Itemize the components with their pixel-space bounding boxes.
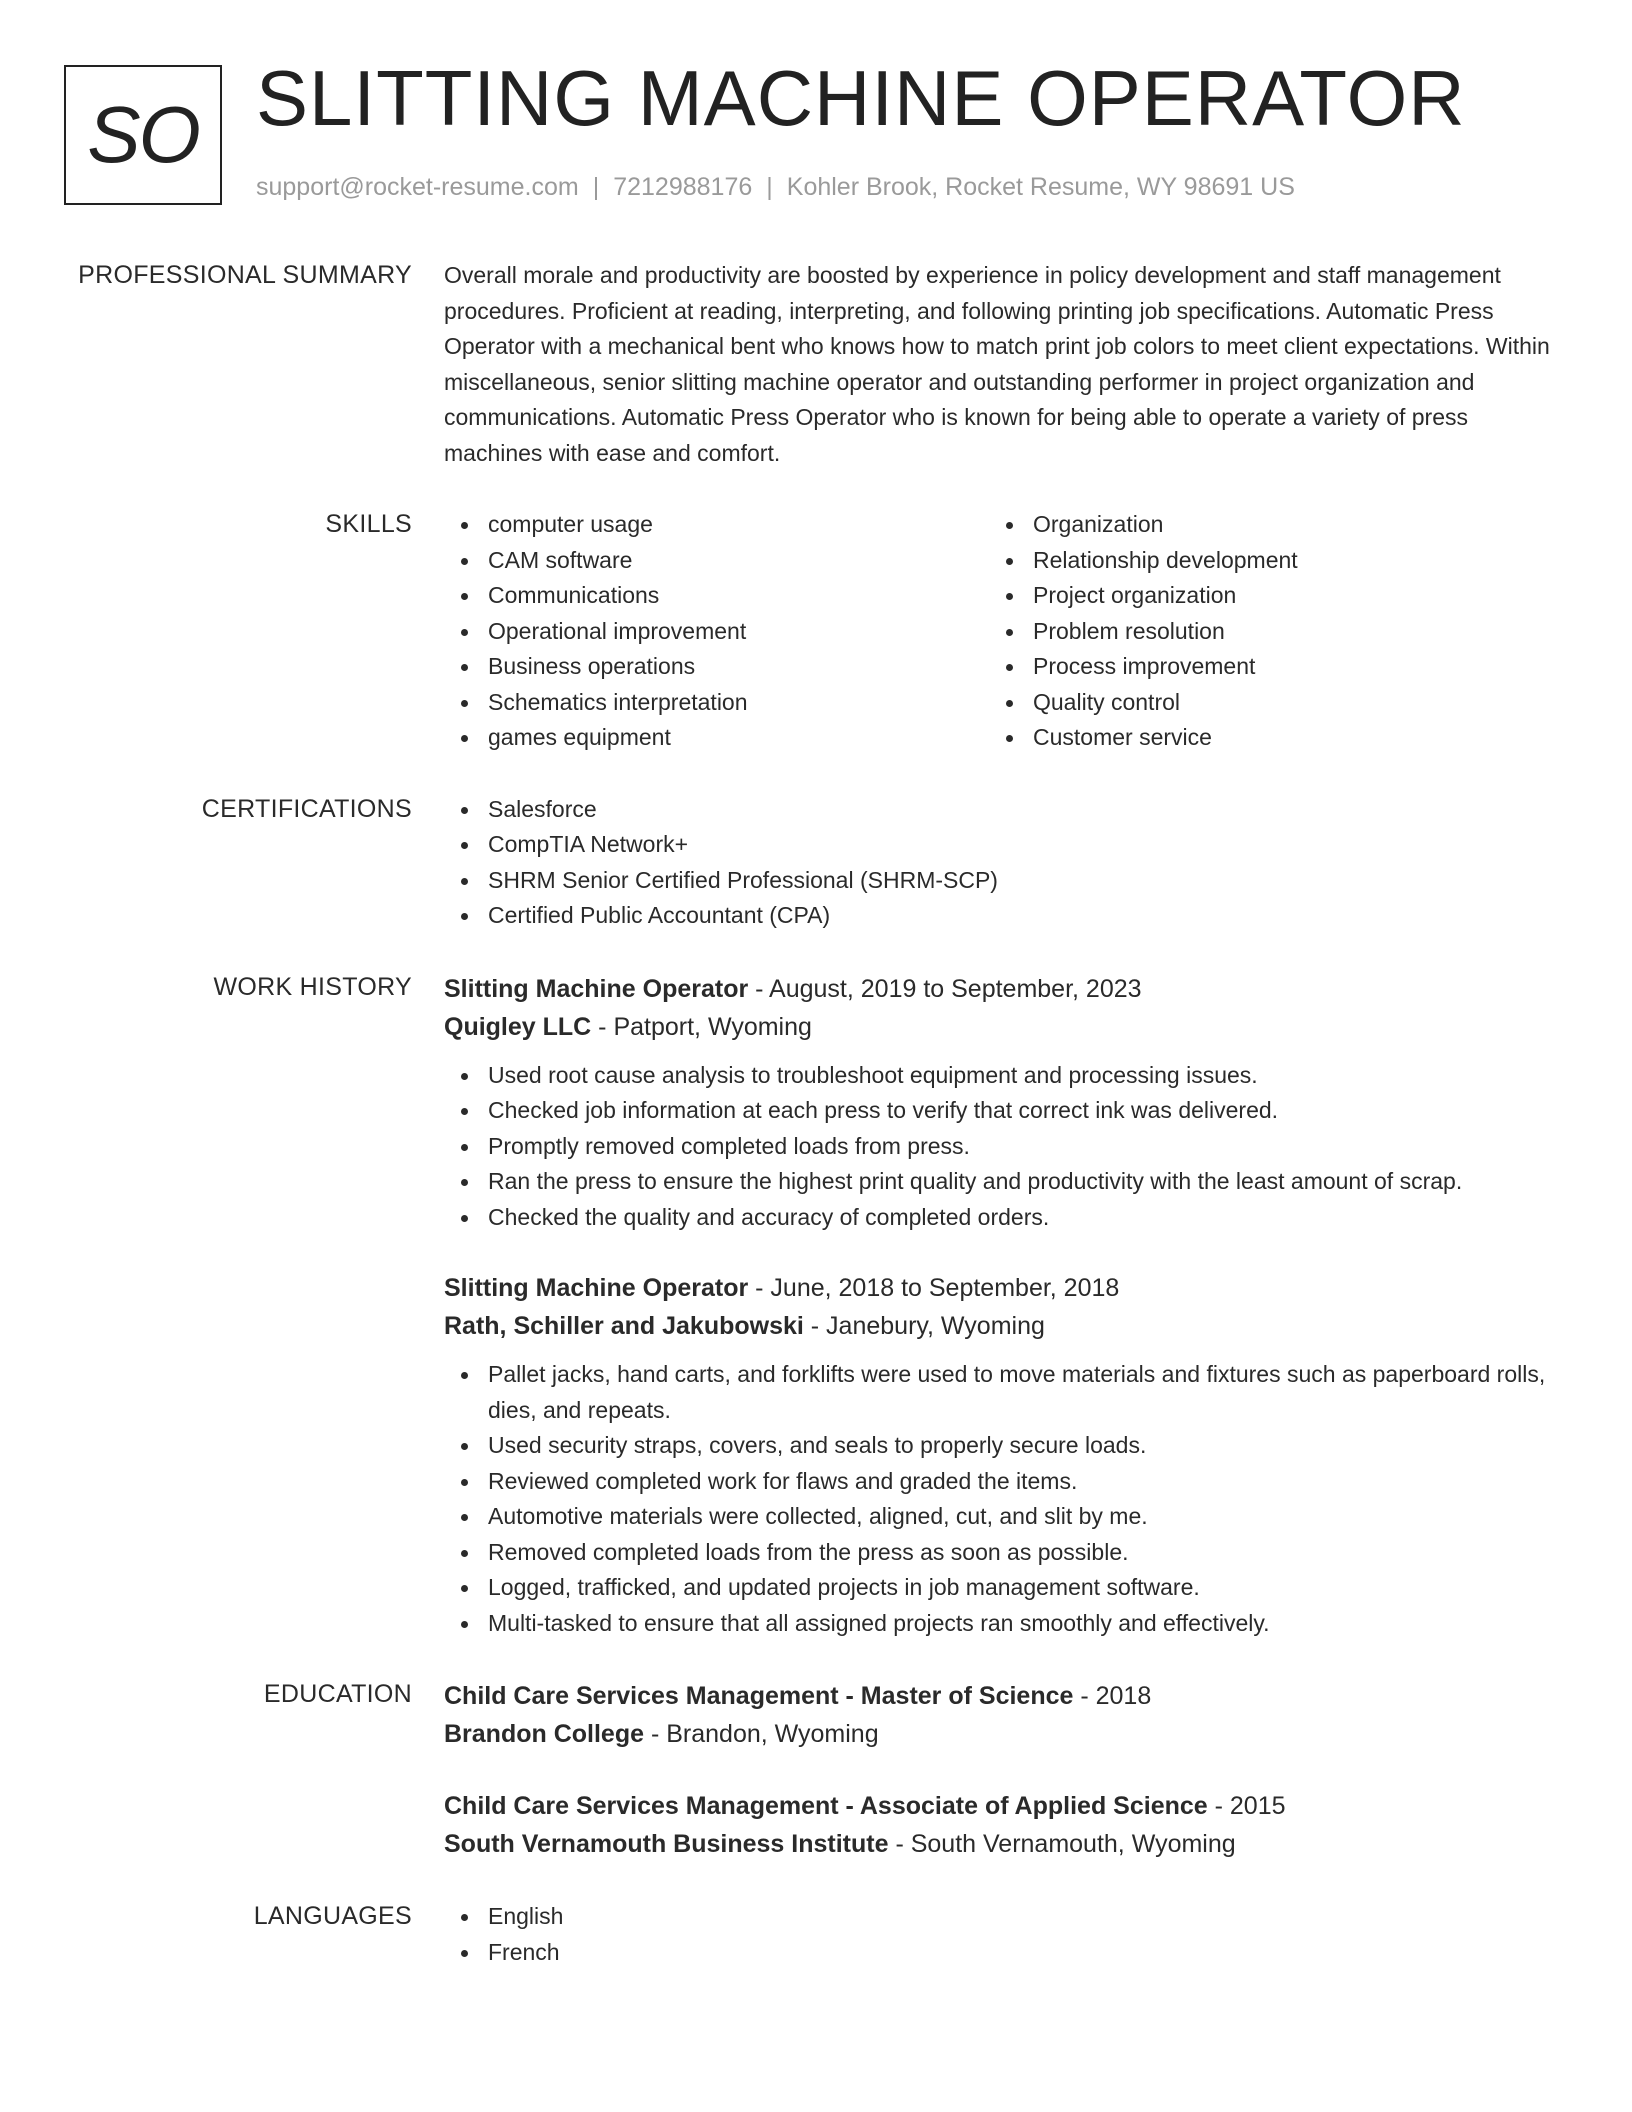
section-label: PROFESSIONAL SUMMARY	[78, 261, 412, 289]
summary-text: Overall morale and productivity are boosted by experience in policy development and staff management procedures. Proficient at reading, interpreting, and following printing job specifications. Automatic Press Operator with a mechanical bent who knows how to match print job colors to meet client expectations. Within miscellaneous, senior slitting machine operator and outstanding performer in project organization and communications. Automatic Press Operator who is known for being able to operate a variety of press machines with ease and comfort.	[444, 262, 1550, 466]
school-name: South Vernamouth Business Institute	[444, 1830, 889, 1858]
skill-item: games equipment	[444, 720, 989, 756]
contact-line	[256, 173, 1295, 202]
education-entry	[444, 1677, 1554, 1753]
job-duties	[444, 1357, 1554, 1641]
language-item: French	[444, 1935, 1554, 1971]
certification-item: Salesforce	[444, 792, 1554, 828]
job-duty: Logged, trafficked, and updated projects in job management software.	[444, 1570, 1554, 1606]
job-duty: Promptly removed completed loads from press.	[444, 1129, 1554, 1165]
job-entry	[444, 970, 1554, 1236]
job-duty: Removed completed loads from the press as soon as possible.	[444, 1535, 1554, 1571]
job-duty: Checked the quality and accuracy of completed orders.	[444, 1200, 1554, 1236]
section-education	[0, 1677, 1632, 1863]
job-company: Quigley LLC	[444, 1012, 592, 1041]
school-name: Brandon College	[444, 1720, 645, 1748]
section-summary	[0, 258, 1632, 471]
job-duties	[444, 1058, 1554, 1236]
job-dates: - June, 2018 to September, 2018	[748, 1274, 1120, 1302]
job-duty: Used security straps, covers, and seals to properly secure loads.	[444, 1428, 1554, 1464]
contact-email: support@rocket-resume.com	[256, 173, 579, 201]
job-title-line	[444, 1269, 1554, 1307]
education-entry	[444, 1787, 1554, 1863]
skill-item: Communications	[444, 578, 989, 614]
job-duty: Reviewed completed work for flaws and graded the items.	[444, 1464, 1554, 1500]
job-location: - Patport, Wyoming	[591, 1012, 812, 1041]
school-line	[444, 1715, 1554, 1753]
certifications-list	[444, 792, 1554, 934]
job-duty: Multi-tasked to ensure that all assigned projects ran smoothly and effectively.	[444, 1606, 1554, 1642]
degree-name: Child Care Services Management - Associate of Applied Science	[444, 1792, 1208, 1820]
degree-year: - 2015	[1207, 1792, 1286, 1820]
section-work-history	[0, 970, 1632, 1642]
degree-year: - 2018	[1073, 1682, 1152, 1710]
job-title-line	[444, 970, 1554, 1008]
section-label: CERTIFICATIONS	[201, 794, 412, 823]
certification-item: CompTIA Network+	[444, 827, 1554, 863]
section-languages	[0, 1899, 1632, 1970]
languages-list	[444, 1899, 1554, 1970]
contact-address: Kohler Brook, Rocket Resume, WY 98691 US	[786, 173, 1295, 201]
degree-name: Child Care Services Management - Master of Science	[444, 1682, 1074, 1710]
job-title: Slitting Machine Operator	[444, 974, 749, 1003]
contact-separator: |	[592, 173, 600, 201]
certification-item: SHRM Senior Certified Professional (SHRM-SCP)	[444, 863, 1554, 899]
section-label: WORK HISTORY	[213, 972, 412, 1001]
school-location: - South Vernamouth, Wyoming	[888, 1830, 1236, 1858]
job-company-line	[444, 1307, 1554, 1345]
degree-line	[444, 1787, 1554, 1825]
skill-item: Business operations	[444, 649, 989, 685]
monogram: SO	[64, 65, 222, 205]
skills-list-right	[989, 507, 1534, 756]
skill-item: Operational improvement	[444, 614, 989, 650]
job-duty: Checked job information at each press to verify that correct ink was delivered.	[444, 1093, 1554, 1129]
job-dates: - August, 2019 to September, 2023	[748, 974, 1142, 1003]
job-duty: Automotive materials were collected, aligned, cut, and slit by me.	[444, 1499, 1554, 1535]
skill-item: Organization	[989, 507, 1534, 543]
section-label: LANGUAGES	[253, 1902, 412, 1930]
job-duty: Ran the press to ensure the highest print quality and productivity with the least amount of scrap.	[444, 1164, 1554, 1200]
skill-item: CAM software	[444, 543, 989, 579]
skill-item: Relationship development	[989, 543, 1534, 579]
degree-line	[444, 1677, 1554, 1715]
section-label: SKILLS	[325, 510, 412, 538]
job-company: Rath, Schiller and Jakubowski	[444, 1312, 804, 1340]
job-duty: Used root cause analysis to troubleshoot equipment and processing issues.	[444, 1058, 1554, 1094]
skill-item: Customer service	[989, 720, 1534, 756]
resume-title: SLITTING MACHINE OPERATOR	[256, 54, 1466, 142]
job-company-line	[444, 1008, 1554, 1046]
job-location: - Janebury, Wyoming	[803, 1312, 1045, 1340]
school-line	[444, 1825, 1554, 1863]
section-certifications	[0, 792, 1632, 934]
skill-item: Quality control	[989, 685, 1534, 721]
school-location: - Brandon, Wyoming	[644, 1720, 879, 1748]
job-entry	[444, 1269, 1554, 1641]
contact-phone: 7212988176	[613, 173, 753, 201]
resume-sections	[0, 258, 1632, 2006]
skill-item: Problem resolution	[989, 614, 1534, 650]
skill-item: Project organization	[989, 578, 1534, 614]
job-duty: Pallet jacks, hand carts, and forklifts were used to move materials and fixtures such as paperboard rolls, dies, and repeats.	[444, 1357, 1554, 1428]
skills-list-left	[444, 507, 989, 756]
section-skills	[0, 507, 1632, 756]
skill-item: computer usage	[444, 507, 989, 543]
certification-item: Certified Public Accountant (CPA)	[444, 898, 1554, 934]
section-label: EDUCATION	[263, 1680, 412, 1708]
skill-item: Process improvement	[989, 649, 1534, 685]
skill-item: Schematics interpretation	[444, 685, 989, 721]
contact-separator: |	[766, 173, 773, 201]
job-title: Slitting Machine Operator	[444, 1274, 749, 1302]
language-item: English	[444, 1899, 1554, 1935]
